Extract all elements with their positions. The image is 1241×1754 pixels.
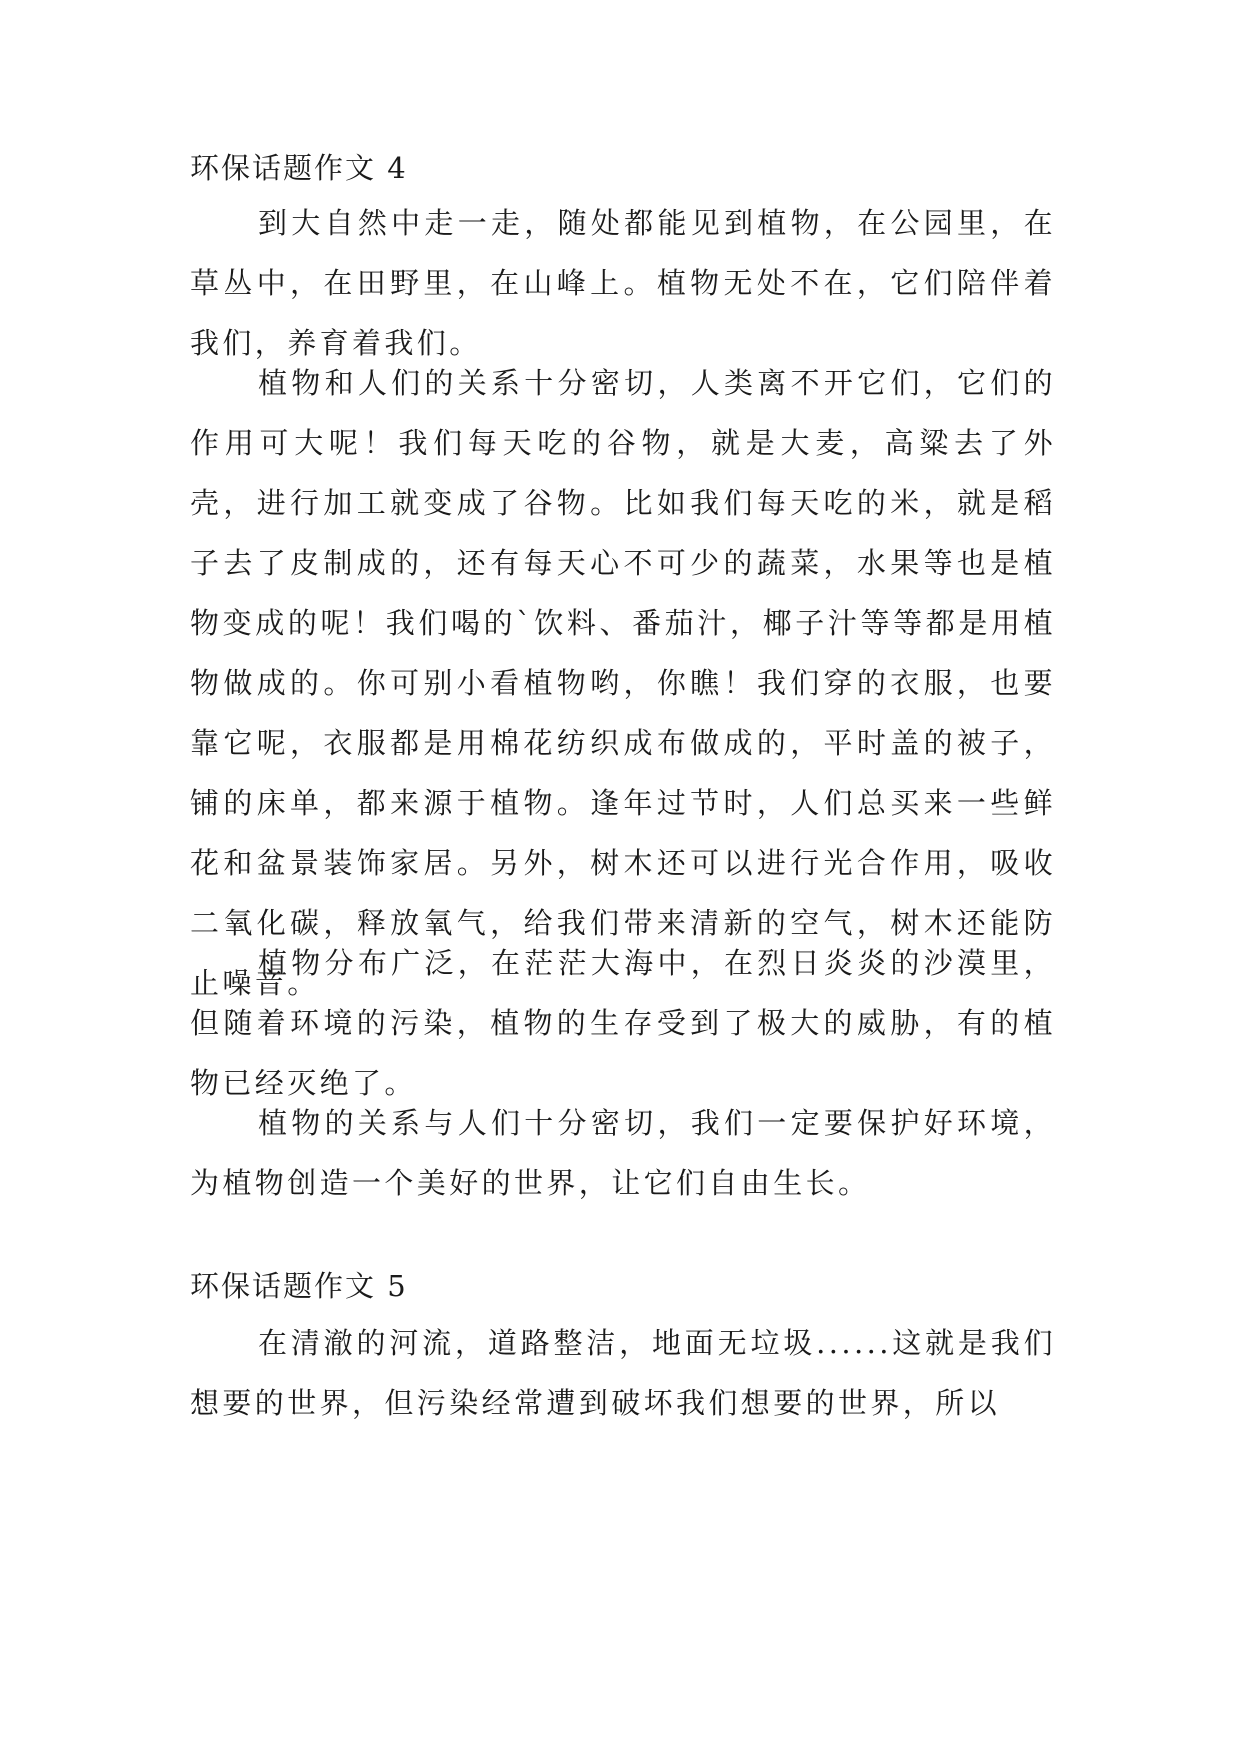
essay-5-title: 环保话题作文 5 bbox=[190, 1269, 408, 1303]
essay-4-title: 环保话题作文 4 bbox=[190, 151, 408, 185]
essay-4-paragraph-2: 植物和人们的关系十分密切，人类离不开它们，它们的作用可大呢！我们每天吃的谷物，就是大麦，高粱去了外壳，进行加工就变成了谷物。比如我们每天吃的米，就是稻子去了皮制成的，还有每天心不可少的蔬菜，水果等也是植物变成的呢！我们喝的`饮料、番茄汁，椰子汁等等都是用植物做成的。你可别小看植物哟，你瞧！我们穿的衣服，也要靠它呢，衣服都是用棉花纺织成布做成的，平时盖的被子，铺的床单，都来源于植物。逢年过节时，人们总买来一些鲜花和盆景装饰家居。另外，树木还可以进行光合作用，吸收二氧化碳，释放氧气，给我们带来清新的空气，树木还能防止噪音。 bbox=[190, 366, 1056, 1000]
essay-4-paragraph-3: 植物分布广泛，在茫茫大海中，在烈日炎炎的沙漠里，但随着环境的污染，植物的生存受到了极大的威胁，有的植物已经灭绝了。 bbox=[190, 946, 1056, 1100]
essay-4-paragraph-4: 植物的关系与人们十分密切，我们一定要保护好环境，为植物创造一个美好的世界，让它们自由生长。 bbox=[190, 1106, 1056, 1200]
essay-5-paragraph-1: 在清澈的河流，道路整洁，地面无垃圾......这就是我们想要的世界，但污染经常遭到破坏我们想要的世界，所以 bbox=[190, 1326, 1056, 1420]
essay-4-paragraph-1: 到大自然中走一走，随处都能见到植物，在公园里，在草丛中，在田野里，在山峰上。植物无处不在，它们陪伴着我们，养育着我们。 bbox=[190, 206, 1056, 360]
